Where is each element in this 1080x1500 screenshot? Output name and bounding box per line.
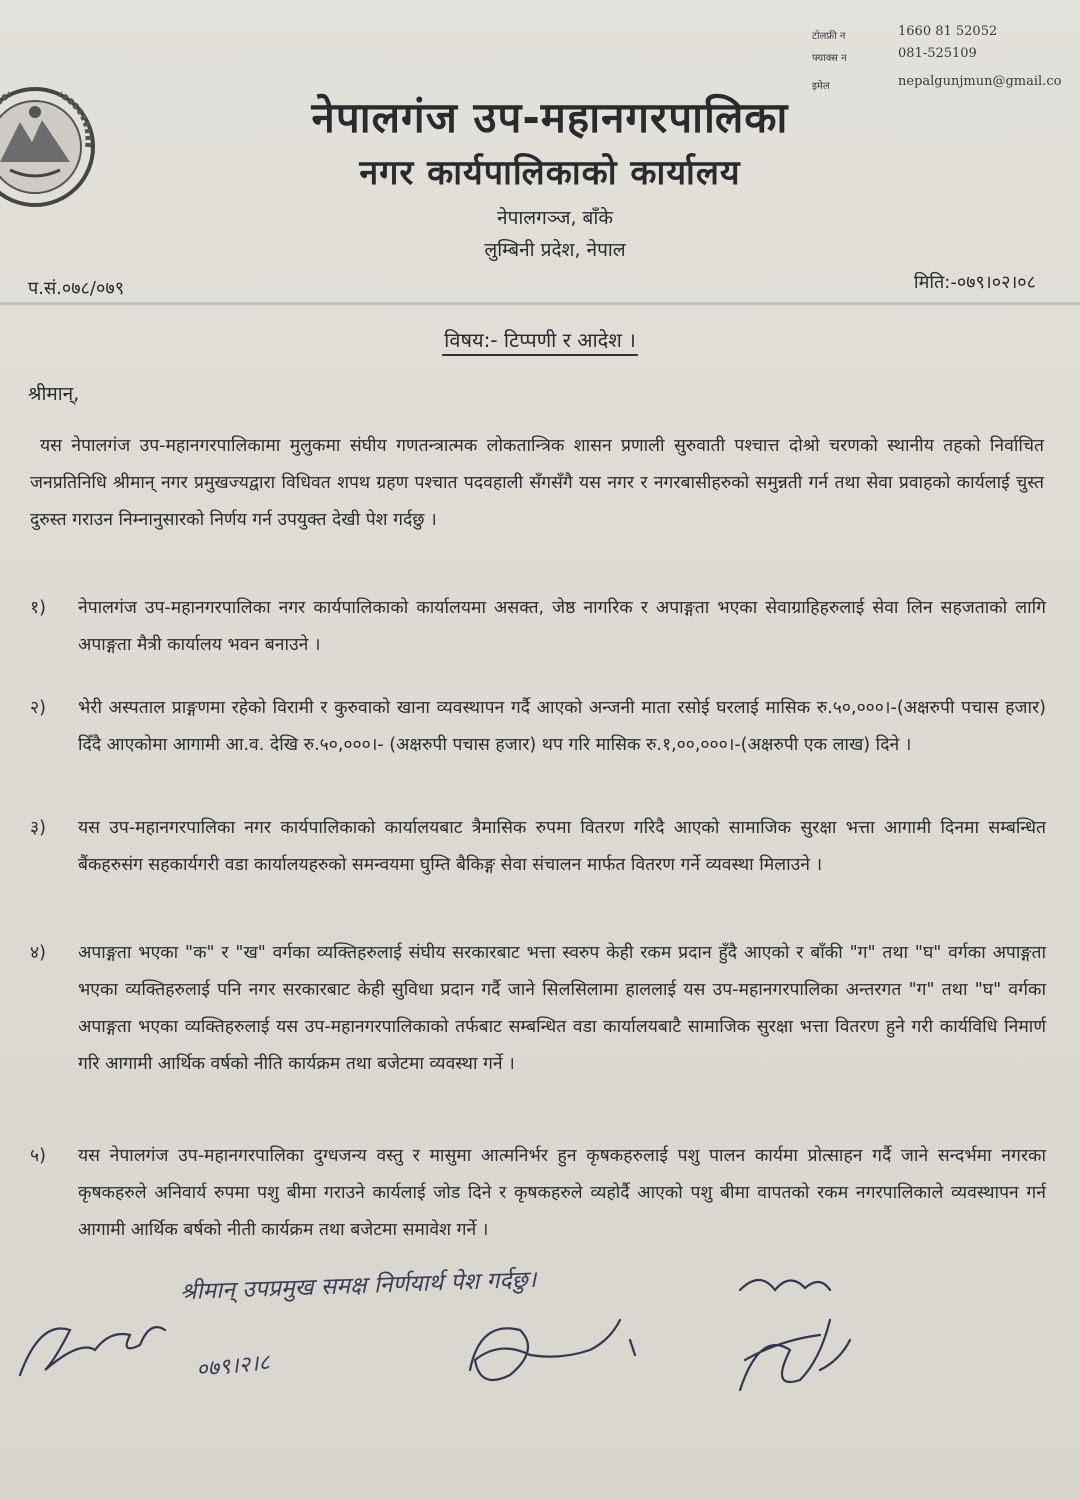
phone-number: 1660 81 52052: [898, 24, 998, 39]
reference-number: प.सं.०७८/०७९: [28, 278, 125, 299]
handwritten-date: ०७९।२।८: [195, 1350, 272, 1383]
signature-right: [740, 1320, 850, 1390]
signatures: [0, 1260, 1080, 1500]
intro-paragraph: यस नेपालगंज उप-महानगरपालिकामा मुलुकमा संघीय गणतन्त्रात्मक लोकतान्त्रिक शासन प्रणाली सुरुवाती पश्चात्त दोश्रो चरणको स्थानीय तहको निर्वाचित जनप्रतिनिधि श्रीमान् नगर प्रमुखज्यद्वारा विधिवत शपथ ग्रहण पश्चात पदवहाली सँगसँगै यस नगर र नगरबासीहरुको समुन्नती गर्न तथा सेवा प्रवाहको कार्यलाई चुस्त दुरुस्त गराउन निम्नानुसारको निर्णय गर्न उपयुक्त देखी पेश गर्दछु ।: [30, 436, 1044, 530]
item-text: यस उप-महानगरपालिका नगर कार्यपालिकाको कार्यालयबाट त्रैमासिक रुपमा वितरण गरिदै आएको सामाजिक सुरक्षा भत्ता आगामी दिनमा सम्बन्धित बैंकहरुसंग सहकार्यगरी वडा कार्यालयहरुको समन्वयमा घुम्ति बैकिङ्ग सेवा संचालन मार्फत वितरण गर्ने व्यवस्था मिलाउने ।: [78, 818, 1046, 875]
paper-fold: [0, 302, 1080, 305]
subject-text: विषय:- टिप्पणी र आदेश ।: [442, 328, 638, 356]
item-number: २): [30, 698, 46, 718]
signature-center: [470, 1320, 635, 1380]
handwritten-note: श्रीमान् उपप्रमुख समक्ष निर्णयार्थ पेश गर्दछु।: [179, 1266, 537, 1306]
fax-number: 081-525109: [898, 46, 977, 61]
office-title: नगर कार्यपालिकाको कार्यालय: [359, 153, 741, 193]
org-title: नेपालगंज उप-महानगरपालिका: [311, 93, 789, 142]
signature-right-top: [740, 1280, 830, 1290]
salutation: श्रीमान्,: [28, 383, 80, 405]
signature-left: [20, 1327, 165, 1375]
email-address: nepalgunjmun@gmail.co: [898, 74, 1062, 89]
address-line-2: लुम्बिनी प्रदेश, नेपाल: [484, 239, 626, 261]
fax-label: फ्याक्स न: [812, 53, 847, 64]
letter-date: मिति:-०७९।०२।०८: [913, 272, 1036, 293]
item-number: ५): [30, 1146, 46, 1166]
phone-label: टोलफ्री न: [812, 31, 846, 42]
item-text: भेरी अस्पताल प्राङ्गणमा रहेको विरामी र कुरुवाको खाना व्यवस्थापन गर्दै आएको अन्जनी माता रसोई घरलाई मासिक रु.५०,०००।-(अक्षरुपी पचास हजार) दिँदै आएकोमा आगामी आ.व. देखि रु.५०,०००।- (अक्षरुपी पचास हजार) थप गरि मासिक रु.१,००,०००।-(अक्षरुपी एक लाख) दिने ।: [78, 698, 1046, 755]
item-text: नेपालगंज उप-महानगरपालिका नगर कार्यपालिकाको कार्यालयमा असक्त, जेष्ठ नागरिक र अपाङ्गता भएका सेवाग्राहिहरुलाई सेवा लिन सहजताको लागि अपाङ्गता मैत्री कार्यालय भवन बनाउने ।: [78, 598, 1046, 655]
item-text: अपाङ्गता भएका "क" र "ख" वर्गका व्यक्तिहरुलाई संघीय सरकारबाट भत्ता स्वरुप केही रकम प्रदान हुँदै आएको र बाँकी "ग" तथा "घ" वर्गका अपाङ्गता भएका व्यक्तिहरुलाई पनि नगर सरकारबाट केही सुविधा प्रदान गर्दै जाने सिलसिलामा हाललाई यस उप-महानगरपालिका अन्तरगत "ग" तथा "घ" वर्गका अपाङ्गता भएका व्यक्तिहरुलाई यस उप-महानगरपालिकाको तर्फबाट सम्बन्धित वडा कार्यालयबाटै सामाजिक सुरक्षा भत्ता वितरण हुने गरी कार्यविधि निमार्ण गरि आगामी आर्थिक वर्षको नीति कार्यक्रम तथा बजेटमा व्यवस्था गर्ने ।: [78, 943, 1046, 1074]
item-number: ३): [30, 818, 46, 838]
email-label: इमेल: [812, 81, 830, 92]
address-line-1: नेपालगञ्ज, बाँके: [497, 207, 613, 229]
contact-block: [812, 24, 1080, 96]
item-text: यस नेपालगंज उप-महानगरपालिका दुग्धजन्य वस्तु र मासुमा आत्मनिर्भर हुन कृषकहरुलाई पशु पालन कार्यमा प्रोत्साहन गर्दै जाने सन्दर्भमा नगरका कृषकहरुले अनिवार्य रुपमा पशु बीमा गराउने कार्यलाई जोड दिने र कृषकहरुले व्यहोर्दै आएको पशु बीमा वापतको रकम नगरपालिकाले व्यवस्थापन गर्न आगामी आर्थिक बर्षको नीती कार्यक्रम तथा बजेटमा समावेश गर्ने ।: [78, 1146, 1046, 1240]
subject-line: [0, 326, 1080, 353]
item-number: ४): [30, 943, 46, 963]
item-number: १): [30, 598, 46, 618]
